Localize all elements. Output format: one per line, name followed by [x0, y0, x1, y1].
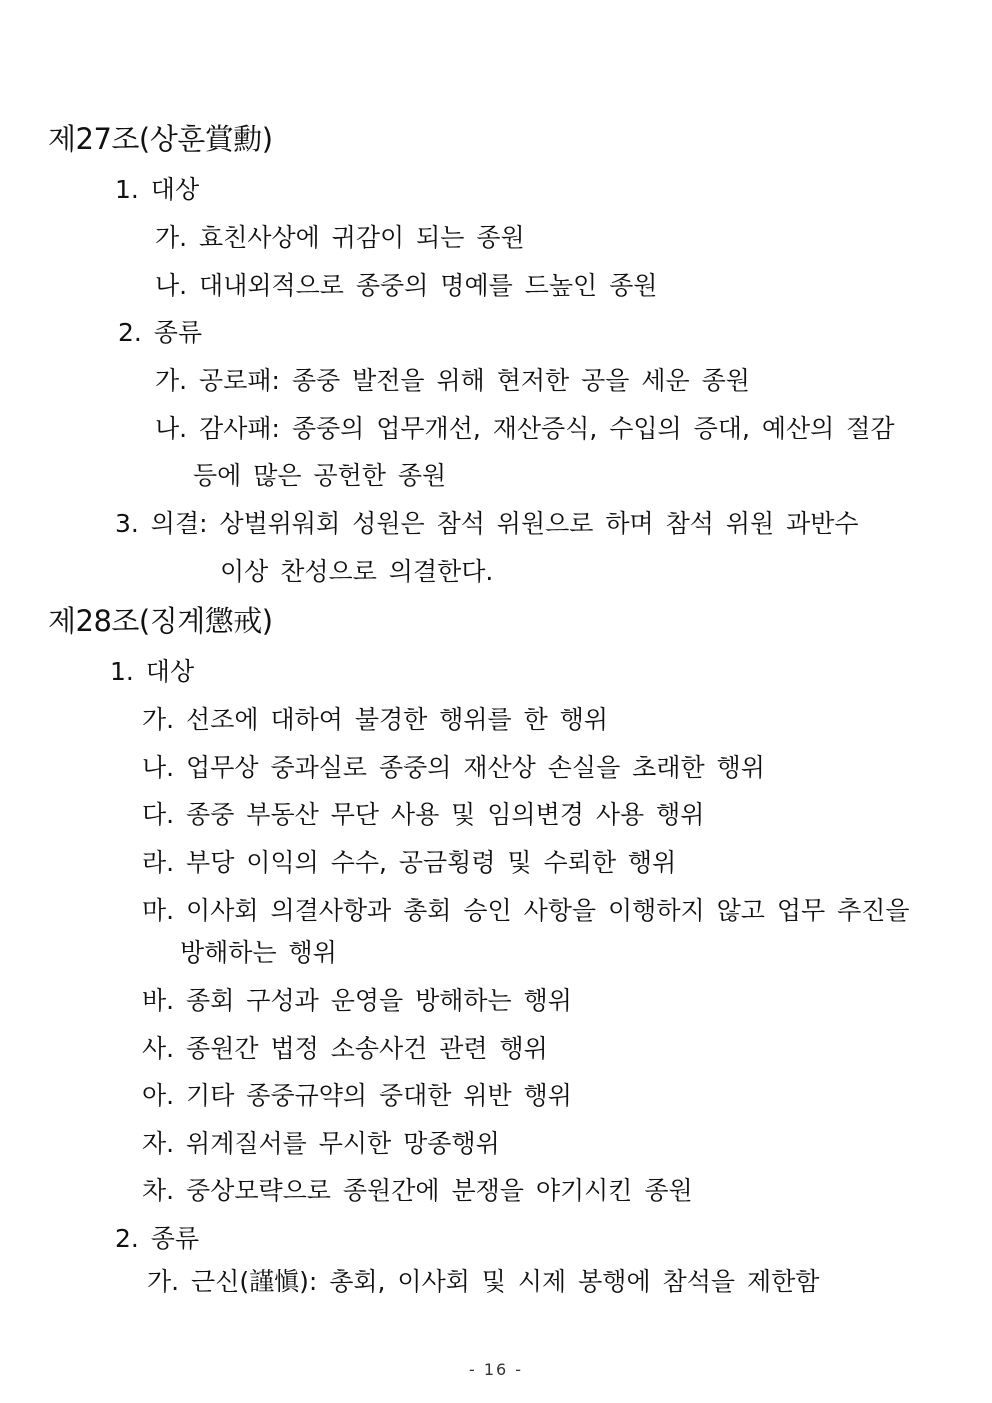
article-28-section-2: 2. 종류	[115, 1224, 200, 1253]
article-28-item: 나. 업무상 중과실로 종중의 재산상 손실을 초래한 행위	[142, 753, 765, 782]
article-28-item: 라. 부당 이익의 수수, 공금횡령 및 수뢰한 행위	[142, 848, 677, 877]
article-28-item: 바. 종회 구성과 운영을 방해하는 행위	[142, 986, 572, 1015]
article-28-item: 차. 중상모략으로 종원간에 분쟁을 야기시킨 종원	[142, 1176, 693, 1205]
article-27-section-3-continued: 이상 찬성으로 의결한다.	[220, 557, 494, 586]
article-27-section-2-item-a: 가. 공로패: 종중 발전을 위해 현저한 공을 세운 종원	[155, 366, 750, 395]
article-27-section-2: 2. 종류	[118, 318, 203, 347]
article-27-title: 제27조(상훈賞勳)	[48, 122, 273, 156]
article-28-title: 제28조(징계懲戒)	[48, 604, 273, 638]
article-28-item-continued: 방해하는 행위	[180, 938, 337, 967]
article-27-section-3: 3. 의결: 상벌위워회 성원은 참석 위원으로 하며 참석 위원 과반수	[115, 509, 859, 538]
article-28-section-2-item-a: 가. 근신(謹愼): 총회, 이사회 및 시제 봉행에 참석을 제한함	[147, 1267, 820, 1296]
article-28-section-1: 1. 대상	[110, 657, 195, 686]
article-28-item: 사. 종원간 법정 소송사건 관련 행위	[142, 1034, 548, 1063]
article-28-item: 다. 종중 부동산 무단 사용 및 임의변경 사용 행위	[142, 800, 705, 829]
article-28-item: 마. 이사회 의결사항과 총회 승인 사항을 이행하지 않고 업무 추진을	[142, 896, 910, 925]
page-number: - 16 -	[468, 1360, 524, 1379]
article-28-item: 아. 기타 종중규약의 중대한 위반 행위	[142, 1081, 572, 1110]
article-27-section-2-item-b: 나. 감사패: 종중의 업무개선, 재산증식, 수입의 증대, 예산의 절감	[155, 414, 895, 443]
article-28-item: 자. 위계질서를 무시한 망종행위	[142, 1129, 500, 1158]
article-27-section-2-item-b-continued: 등에 많은 공헌한 종원	[193, 461, 447, 490]
article-28-item: 가. 선조에 대하여 불경한 행위를 한 행위	[142, 705, 609, 734]
article-27-section-1-item-b: 나. 대내외적으로 종중의 명예를 드높인 종원	[155, 271, 658, 300]
article-27-section-1: 1. 대상	[115, 175, 200, 204]
article-27-section-1-item-a: 가. 효친사상에 귀감이 되는 종원	[155, 223, 525, 252]
